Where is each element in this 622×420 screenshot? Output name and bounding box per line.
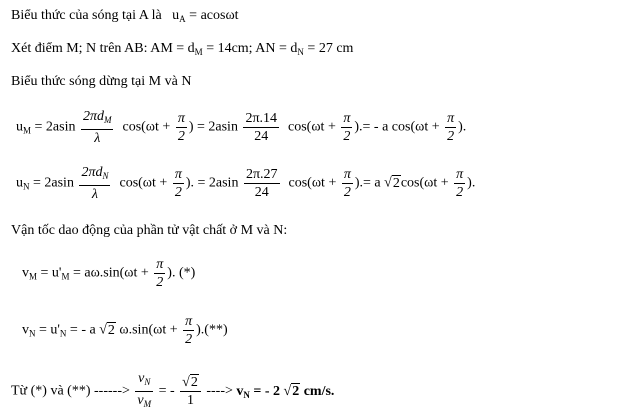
- sqrt-symbol: √: [182, 375, 190, 390]
- equation-vM: [22, 256, 195, 291]
- den: λ: [91, 187, 98, 202]
- den: 2: [174, 185, 182, 200]
- fraction: [81, 108, 114, 147]
- fraction: [135, 370, 153, 413]
- num: 2πd: [82, 109, 104, 124]
- text: = -: [155, 383, 179, 399]
- text: cos(ωt +: [288, 175, 340, 191]
- den: 24: [254, 185, 269, 200]
- sqrt: 2: [107, 322, 115, 338]
- sub: N: [23, 181, 30, 192]
- equation-vN: [22, 313, 228, 348]
- sub: M: [143, 399, 152, 409]
- sub: N: [59, 328, 67, 339]
- sqrt-symbol: √: [384, 175, 392, 191]
- text: cos(ωt +: [119, 175, 171, 191]
- sqrt: 2: [392, 175, 400, 191]
- den: 1: [187, 393, 194, 408]
- sub: M: [103, 115, 112, 125]
- var: v: [22, 265, 29, 281]
- var: u: [16, 175, 23, 191]
- fraction: [445, 110, 456, 145]
- num: π: [174, 167, 182, 182]
- sub: N: [29, 328, 36, 339]
- line-wave-at-A: [11, 8, 239, 24]
- fraction: [173, 166, 184, 201]
- num: 2πd: [81, 165, 103, 180]
- num: π: [447, 111, 455, 126]
- fraction: [154, 256, 165, 291]
- fraction: [180, 374, 201, 409]
- var: v: [236, 383, 244, 399]
- sqrt: 2: [292, 383, 300, 399]
- num: π: [177, 111, 185, 126]
- sub: A: [179, 14, 186, 24]
- equation-uN: [16, 164, 475, 203]
- line-standing-wave: [11, 74, 191, 90]
- var: u: [172, 8, 180, 23]
- sqrt-symbol: √: [99, 322, 107, 338]
- den: 2: [456, 185, 464, 200]
- text: ω.sin(ωt +: [115, 322, 182, 338]
- text: ).: [458, 119, 467, 135]
- text: = u': [37, 265, 62, 281]
- sub: M: [61, 271, 70, 282]
- text: ).= - a cos(ωt +: [354, 119, 444, 135]
- den: v: [137, 393, 144, 408]
- text: Biểu thức của sóng tại A là: [11, 8, 162, 23]
- den: 2: [156, 275, 164, 290]
- text: cos(ωt +: [122, 119, 174, 135]
- fraction: [454, 166, 465, 201]
- num: 2π.14: [245, 111, 278, 126]
- den: 2: [343, 185, 351, 200]
- text: cm/s.: [300, 383, 335, 399]
- num: 2π.27: [245, 167, 278, 182]
- text: ).= a: [354, 175, 385, 191]
- text: ).(**): [196, 322, 228, 338]
- sub: M: [29, 271, 38, 282]
- text: ). = 2asin: [185, 175, 239, 191]
- final-result: [11, 370, 334, 413]
- text: ) = 2asin: [188, 119, 238, 135]
- text: Biểu thức sóng dừng tại M và N: [11, 74, 192, 89]
- text: ). (*): [167, 265, 196, 281]
- sub: M: [23, 125, 32, 136]
- den: 24: [254, 129, 269, 144]
- text: = 27 cm: [303, 41, 354, 56]
- num: v: [138, 371, 145, 386]
- sqrt-symbol: √: [283, 383, 292, 399]
- text: = 14cm; AN = d: [202, 41, 298, 56]
- text: Xét điểm M; N trên AB: AM = d: [11, 41, 195, 56]
- num: π: [185, 314, 193, 329]
- line-velocity: [11, 223, 287, 239]
- sub: N: [144, 377, 151, 387]
- text: ).: [467, 175, 476, 191]
- num: π: [343, 167, 351, 182]
- text: = 2asin: [29, 175, 74, 191]
- rhs: = acosωt: [185, 8, 239, 23]
- text: cos(ωt +: [288, 119, 340, 135]
- fraction: [79, 164, 110, 203]
- den: 2: [185, 332, 193, 347]
- num: π: [456, 167, 464, 182]
- fraction: [244, 166, 280, 201]
- var: u: [16, 119, 23, 135]
- text: Từ (*) và (**) ------>: [11, 383, 134, 399]
- den: 2: [177, 129, 185, 144]
- fraction: [243, 110, 279, 145]
- fraction: [341, 110, 352, 145]
- text: ---->: [202, 383, 237, 399]
- text: = - 2: [249, 383, 284, 399]
- sub: N: [102, 171, 109, 181]
- num: π: [156, 257, 164, 272]
- fraction: [183, 313, 194, 348]
- text: = 2asin: [31, 119, 76, 135]
- num: π: [343, 111, 351, 126]
- den: λ: [94, 131, 101, 146]
- text: = aω.sin(ωt +: [69, 265, 153, 281]
- text: cos(ωt +: [400, 175, 453, 191]
- sqrt: 2: [190, 375, 198, 390]
- den: 2: [447, 129, 455, 144]
- line-points-M-N: [11, 41, 353, 57]
- fraction: [176, 110, 187, 145]
- sub: N: [243, 389, 250, 400]
- den: 2: [343, 129, 351, 144]
- sub: M: [194, 47, 203, 57]
- text: = - a: [66, 322, 100, 338]
- equation-uM: [16, 108, 466, 147]
- fraction: [342, 166, 353, 201]
- sub: N: [297, 47, 304, 57]
- var: v: [22, 322, 29, 338]
- text: Vận tốc dao động của phần tử vật chất ở M và N:: [11, 223, 288, 238]
- text: = u': [35, 322, 60, 338]
